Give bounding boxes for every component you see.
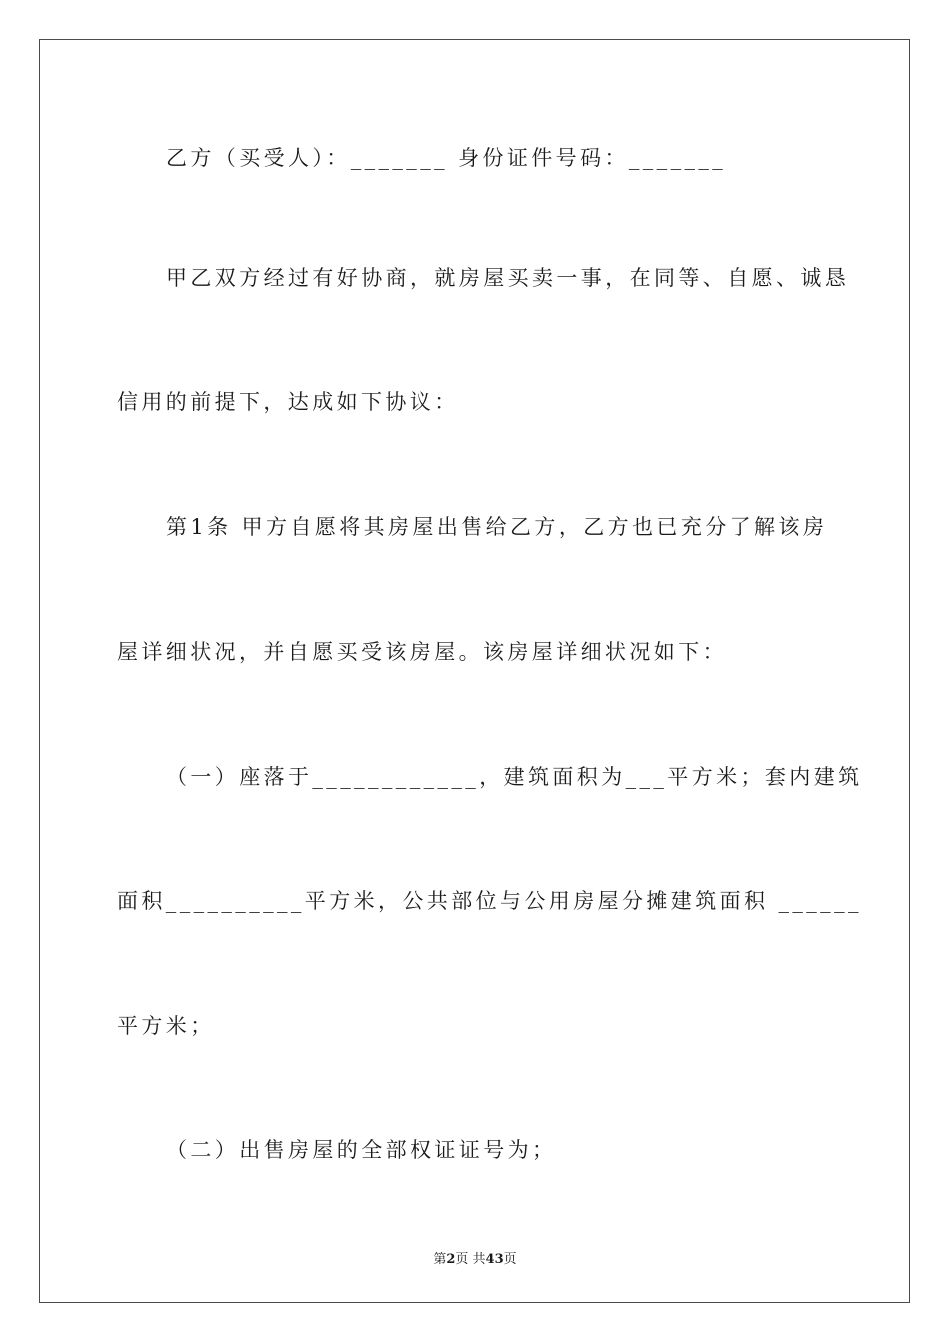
item-1-line-3: 平方米； bbox=[117, 1014, 215, 1038]
footer-page-prefix: 第 bbox=[433, 1252, 447, 1267]
page-border bbox=[39, 39, 910, 1303]
paragraph-intro-line-2: 信用的前提下，达成如下协议： bbox=[117, 390, 459, 414]
paragraph-intro-line-1: 甲乙双方经过有好协商，就房屋买卖一事，在同等、自愿、诚恳 bbox=[166, 266, 850, 290]
buyer-line: 乙方（买受人）：_______ 身份证件号码：_______ bbox=[166, 146, 727, 170]
footer-page-suffix: 页 bbox=[503, 1252, 517, 1267]
item-1-line-2: 面积__________平方米，公共部位与公用房屋分摊建筑面积 ______ bbox=[117, 889, 862, 913]
article-1-line-1: 第1条 甲方自愿将其房屋出售给乙方，乙方也已充分了解该房 bbox=[166, 515, 828, 539]
item-2-line-1: （二）出售房屋的全部权证证号为； bbox=[166, 1138, 557, 1162]
page-footer bbox=[0, 1248, 950, 1267]
article-1-line-2: 屋详细状况，并自愿买受该房屋。该房屋详细状况如下： bbox=[117, 640, 727, 664]
item-1-line-1: （一）座落于____________，建筑面积为___平方米；套内建筑 bbox=[166, 765, 863, 789]
footer-page-number: 2 bbox=[446, 1252, 456, 1267]
footer-page-mid: 页 共 bbox=[455, 1252, 486, 1267]
footer-total-pages: 43 bbox=[485, 1252, 504, 1267]
